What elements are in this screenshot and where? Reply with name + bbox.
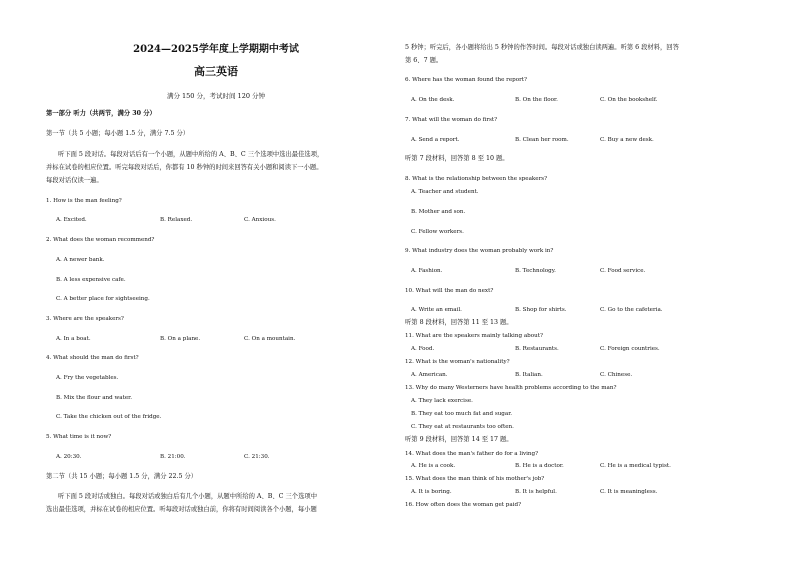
answer-option: B. Mother and son. <box>411 209 466 215</box>
question-stem: 2. What does the woman recommend? <box>46 237 155 243</box>
question-stem: 9. What industry does the woman probably work in? <box>405 248 554 254</box>
answer-option: B. Technology. <box>515 268 556 274</box>
listen-header: 听第 7 段材料，回答第 8 至 10 题。 <box>405 155 509 162</box>
answer-option: C. Fellow workers. <box>411 229 464 235</box>
listen-header: 听第 8 段材料，回答第 11 至 13 题。 <box>405 319 513 326</box>
question-stem: 5. What time is it now? <box>46 434 112 440</box>
answer-option: B. It is helpful. <box>515 489 557 495</box>
answer-option: A. A newer bank. <box>56 257 105 263</box>
answer-option: B. They eat too much fat and sugar. <box>411 411 513 417</box>
section2-instruction-line: 听下面 5 段对话或独白。每段对话或独白后有几个小题，从题中所给的 A、B、C 三个选项中 <box>58 493 317 500</box>
question-stem: 8. What is the relationship between the speakers? <box>405 176 548 182</box>
answer-option: B. He is a doctor. <box>515 463 564 469</box>
answer-option: C. A better place for sightseeing. <box>56 296 150 302</box>
section1-instruction-line: 并标在试卷的相应位置。听完每段对话后，你都有 10 秒钟的时间来回答有关小题和阅读下一小题。 <box>46 164 323 171</box>
answer-option: A. In a boat. <box>56 336 91 342</box>
section1-instruction-line: 听下面 5 段对话。每段对话后有一个小题，从题中所给的 A、B、C 三个选项中选出最佳选项， <box>58 151 324 158</box>
answer-option: A. Excited. <box>56 217 87 223</box>
question-stem: 4. What should the man do first? <box>46 355 139 361</box>
answer-option: C. On a mountain. <box>244 336 296 342</box>
answer-option: A. Fashion. <box>411 268 443 274</box>
section1-instruction-line: 每段对话仅读一遍。 <box>46 177 103 184</box>
answer-option: B. Restaurants. <box>515 346 559 352</box>
answer-option: B. On a plane. <box>160 336 201 342</box>
question-stem: 6. Where has the woman found the report? <box>405 77 528 83</box>
answer-option: C. Foreign countries. <box>600 346 660 352</box>
answer-option: C. Go to the cafeteria. <box>600 307 663 313</box>
answer-option: B. Italian. <box>515 372 543 378</box>
answer-option: C. He is a medical typist. <box>600 463 671 469</box>
answer-option: C. On the bookshelf. <box>600 97 658 103</box>
answer-option: C. They eat at restaurants too often. <box>411 424 514 430</box>
exam-title: 2024—2025学年度上学期期中考试 <box>133 44 299 55</box>
section2-instruction-line: 选出最佳选项，并标在试卷的相应位置。听每段对话或独白前，你将有时间阅读各个小题，每小题 <box>46 506 317 513</box>
answer-option: B. Relaxed. <box>160 217 193 223</box>
section1-heading: 第一节（共 5 小题；每小题 1.5 分，满分 7.5 分） <box>46 130 190 137</box>
answer-option: C. It is meaningless. <box>600 489 658 495</box>
answer-option: A. Write an email. <box>411 307 462 313</box>
question-stem: 16. How often does the woman get paid? <box>405 502 522 508</box>
answer-option: A. Send a report. <box>411 137 460 143</box>
answer-option: B. 21:00. <box>160 454 186 460</box>
right-column <box>405 0 755 562</box>
exam-meta: 满分 150 分，考试时间 120 分钟 <box>166 92 266 100</box>
answer-option: A. Teacher and student. <box>411 189 479 195</box>
answer-option: C. Take the chicken out of the fridge. <box>56 414 162 420</box>
answer-option: C. Chinese. <box>600 372 633 378</box>
question-stem: 3. Where are the speakers? <box>46 316 124 322</box>
answer-option: B. Mix the flour and water. <box>56 395 133 401</box>
question-stem: 1. How is the man feeling? <box>46 198 122 204</box>
continuation-line: 5 秒钟；听完后，各小题将给出 5 秒钟的作答时间。每段对话或独白读两遍。听第 6 段材料，回答 <box>405 44 679 51</box>
answer-option: C. Food service. <box>600 268 646 274</box>
answer-option: A. Fry the vegetables. <box>56 375 119 381</box>
answer-option: B. Shop for shirts. <box>515 307 567 313</box>
answer-option: C. Buy a new desk. <box>600 137 654 143</box>
left-column <box>46 0 386 562</box>
question-stem: 7. What will the woman do first? <box>405 117 498 123</box>
answer-option: A. They lack exercise. <box>411 398 473 404</box>
part1-heading: 第一部分 听力（共两节，满分 30 分） <box>46 110 156 117</box>
answer-option: B. A less expensive cafe. <box>56 277 126 283</box>
listen-header: 听第 9 段材料，回答第 14 至 17 题。 <box>405 436 513 443</box>
answer-option: B. Clean her room. <box>515 137 569 143</box>
question-stem: 10. What will the man do next? <box>405 288 494 294</box>
answer-option: A. Food. <box>411 346 435 352</box>
question-stem: 15. What does the man think of his mother's job? <box>405 476 545 482</box>
answer-option: A. On the desk. <box>411 97 455 103</box>
answer-option: B. On the floor. <box>515 97 558 103</box>
answer-option: C. 21:30. <box>244 454 270 460</box>
answer-option: A. American. <box>411 372 448 378</box>
question-stem: 14. What does the man's father do for a living? <box>405 451 539 457</box>
question-stem: 11. What are the speakers mainly talking about? <box>405 333 543 339</box>
answer-option: A. He is a cook. <box>411 463 456 469</box>
answer-option: C. Anxious. <box>244 217 276 223</box>
question-stem: 13. Why do many Westerners have health problems according to the man? <box>405 385 617 391</box>
answer-option: A. 20:30. <box>56 454 82 460</box>
exam-subject: 高三英语 <box>194 65 238 78</box>
section2-heading: 第二节（共 15 小题；每小题 1.5 分，满分 22.5 分） <box>46 473 198 480</box>
continuation-line: 第 6、7 题。 <box>405 57 443 64</box>
answer-option: A. It is boring. <box>411 489 452 495</box>
question-stem: 12. What is the woman's nationality? <box>405 359 510 365</box>
